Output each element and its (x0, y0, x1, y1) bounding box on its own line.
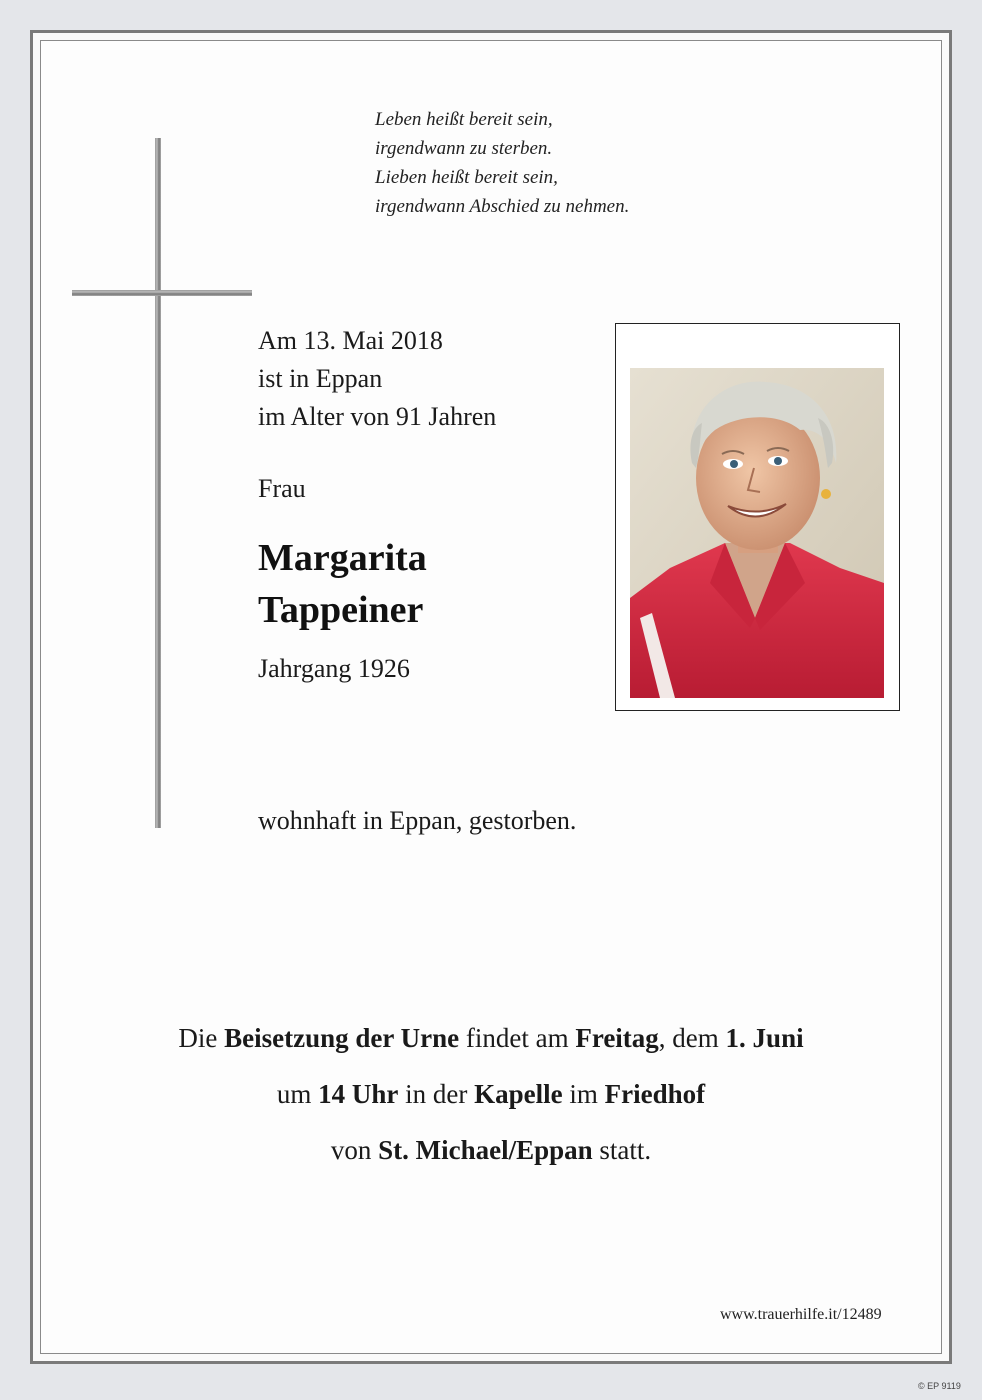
text: findet am (459, 1023, 576, 1053)
funeral-line-3 (0, 1122, 982, 1178)
funeral-details (0, 1010, 982, 1178)
portrait-illustration (630, 368, 884, 698)
death-date: Am 13. Mai 2018 (258, 326, 443, 355)
funeral-line-1 (0, 1010, 982, 1066)
birth-year: Jahrgang 1926 (258, 654, 410, 683)
cross-horizontal-bar (72, 290, 252, 296)
weekday: Freitag (575, 1023, 659, 1053)
portrait-frame (615, 323, 900, 711)
text: im (562, 1079, 605, 1109)
death-place: ist in Eppan (258, 364, 383, 393)
verse-line: Lieben heißt bereit sein, (375, 167, 558, 188)
residence-text: wohnhaft in Eppan, gestorben. (258, 806, 577, 835)
funeral-date: 1. Juni (725, 1023, 804, 1053)
verse-line: irgendwann Abschied zu nehmen. (375, 196, 630, 217)
text: in der (398, 1079, 475, 1109)
verse-line: Leben heißt bereit sein, (375, 109, 553, 130)
death-announcement (258, 322, 496, 436)
deceased-name (258, 532, 427, 636)
memorial-verse (375, 105, 629, 221)
age-at-death: im Alter von 91 Jahren (258, 402, 497, 431)
venue-chapel: Kapelle (474, 1079, 563, 1109)
website-link[interactable]: www.trauerhilfe.it/12489 (720, 1306, 882, 1323)
cross-vertical-bar (155, 138, 161, 828)
text: Die (178, 1023, 225, 1053)
salutation: Frau (258, 474, 306, 503)
portrait-photo (630, 368, 884, 698)
text: von (330, 1135, 379, 1165)
venue-cemetery: Friedhof (604, 1079, 706, 1109)
text: statt. (592, 1135, 652, 1165)
print-code: © EP 9119 (918, 1381, 961, 1391)
verse-line: irgendwann zu sterben. (375, 138, 553, 159)
venue-location: St. Michael/Eppan (378, 1135, 593, 1165)
text: , dem (658, 1023, 726, 1053)
last-name: Tappeiner (258, 589, 424, 631)
first-name: Margarita (258, 537, 427, 579)
ceremony-type: Beisetzung der Urne (224, 1023, 460, 1053)
text: um (276, 1079, 319, 1109)
funeral-line-2 (0, 1066, 982, 1122)
funeral-time: 14 Uhr (318, 1079, 399, 1109)
